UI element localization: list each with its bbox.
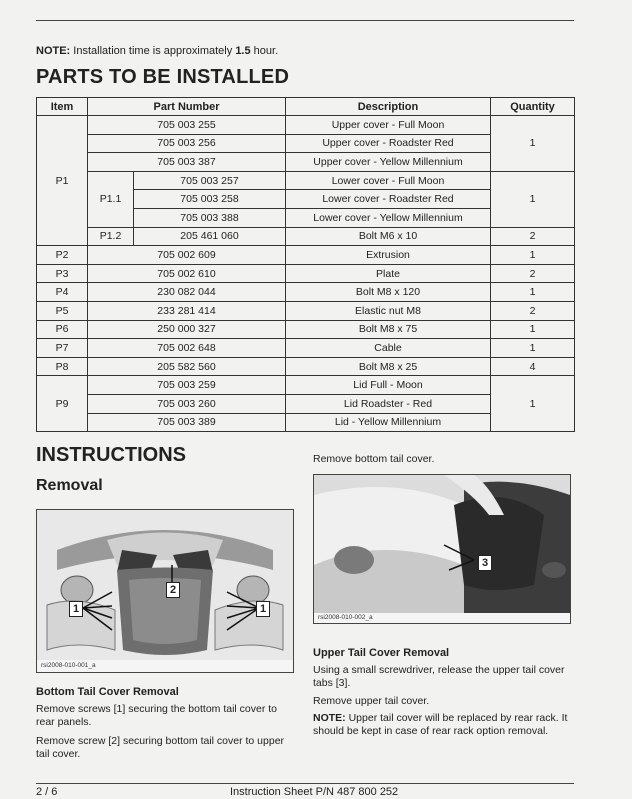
table-row (37, 171, 575, 190)
item-cell: P3 (37, 264, 88, 283)
instructions-heading: INSTRUCTIONS (36, 444, 186, 466)
desc-cell: Cable (286, 339, 491, 358)
qty-cell: 1 (491, 339, 575, 358)
upper-cover-photo (313, 474, 571, 624)
desc-cell: Lower cover - Yellow Millennium (286, 208, 491, 227)
rear-tail-illustration (37, 510, 293, 672)
qty-cell: 4 (491, 357, 575, 376)
table-row (37, 357, 575, 376)
part-cell: 705 002 609 (88, 246, 286, 265)
item-cell: P7 (37, 339, 88, 358)
qty-cell: 2 (491, 301, 575, 320)
desc-cell: Bolt M8 x 120 (286, 283, 491, 302)
upper-note-text: Upper tail cover will be replaced by rear rack. It should be kept in case of rear rack option removal. (313, 712, 568, 737)
qty-cell: 2 (491, 264, 575, 283)
upper-note-label: NOTE: (313, 712, 346, 724)
parts-table (36, 97, 575, 432)
qty-cell: 1 (491, 171, 575, 227)
desc-cell: Bolt M8 x 75 (286, 320, 491, 339)
upper-cover-illustration (314, 475, 570, 623)
table-row (37, 283, 575, 302)
header-item: Item (37, 98, 88, 116)
part-cell: 705 002 648 (88, 339, 286, 358)
item-cell: P1 (37, 116, 88, 246)
top-rule (36, 20, 574, 21)
table-row (37, 376, 575, 395)
table-header-row (37, 98, 575, 116)
desc-cell: Lid Full - Moon (286, 376, 491, 395)
desc-cell: Upper cover - Yellow Millennium (286, 153, 491, 172)
callout-1-right: 1 (256, 601, 270, 617)
part-cell: 705 003 389 (88, 413, 286, 432)
note-suffix: hour. (250, 45, 279, 57)
qty-cell: 1 (491, 320, 575, 339)
qty-cell: 2 (491, 227, 575, 246)
table-row (37, 320, 575, 339)
desc-cell: Bolt M8 x 25 (286, 357, 491, 376)
part-cell: 705 002 610 (88, 264, 286, 283)
header-quantity: Quantity (491, 98, 575, 116)
header-part-number: Part Number (88, 98, 286, 116)
bottom-cover-step-1: Remove screws [1] securing the bottom tail cover to rear panels. (36, 703, 278, 728)
rear-tail-photo (36, 509, 294, 673)
part-cell: 705 003 259 (88, 376, 286, 395)
table-row (37, 116, 575, 135)
desc-cell: Upper cover - Full Moon (286, 116, 491, 135)
desc-cell: Bolt M6 x 10 (286, 227, 491, 246)
upper-cover-note (313, 712, 575, 738)
table-row (37, 246, 575, 265)
item-cell: P2 (37, 246, 88, 265)
callout-3: 3 (478, 555, 492, 571)
installation-note (36, 45, 278, 57)
upper-cover-title: Upper Tail Cover Removal (313, 647, 450, 659)
footer-title: Instruction Sheet P/N 487 800 252 (230, 786, 399, 798)
upper-cover-step-2: Remove upper tail cover. (313, 695, 430, 707)
part-cell: 705 003 255 (88, 116, 286, 135)
remove-bottom-instruction: Remove bottom tail cover. (313, 453, 435, 465)
upper-cover-step-1: Using a small screwdriver, release the upper tail cover tabs [3]. (313, 664, 565, 689)
subitem-cell: P1.2 (88, 227, 134, 246)
part-cell: 205 582 560 (88, 357, 286, 376)
part-cell: 705 003 256 (88, 134, 286, 153)
part-cell: 705 003 258 (134, 190, 286, 209)
desc-cell: Lid Roadster - Red (286, 394, 491, 413)
table-row (37, 227, 575, 246)
subitem-cell: P1.1 (88, 171, 134, 227)
qty-cell: 1 (491, 283, 575, 302)
item-cell: P6 (37, 320, 88, 339)
table-row (37, 339, 575, 358)
part-cell: 705 003 388 (134, 208, 286, 227)
part-cell: 705 003 260 (88, 394, 286, 413)
desc-cell: Elastic nut M8 (286, 301, 491, 320)
part-cell: 205 461 060 (134, 227, 286, 246)
bottom-cover-title: Bottom Tail Cover Removal (36, 686, 179, 698)
note-label: NOTE: (36, 45, 71, 57)
callout-2: 2 (166, 582, 180, 598)
removal-heading: Removal (36, 477, 103, 494)
desc-cell: Lid - Yellow Millennium (286, 413, 491, 432)
parts-heading: PARTS TO BE INSTALLED (36, 66, 290, 88)
note-text: Installation time is approximately (70, 45, 236, 57)
part-cell: 705 003 257 (134, 171, 286, 190)
desc-cell: Plate (286, 264, 491, 283)
qty-cell: 1 (491, 246, 575, 265)
desc-cell: Lower cover - Full Moon (286, 171, 491, 190)
part-cell: 705 003 387 (88, 153, 286, 172)
desc-cell: Extrusion (286, 246, 491, 265)
desc-cell: Lower cover - Roadster Red (286, 190, 491, 209)
photo2-caption: rsi2008-010-002_a (318, 614, 373, 621)
item-cell: P8 (37, 357, 88, 376)
part-cell: 233 281 414 (88, 301, 286, 320)
item-cell: P9 (37, 376, 88, 432)
note-value: 1.5 (235, 45, 251, 57)
bottom-cover-step-2: Remove screw [2] securing bottom tail cover to upper tail cover. (36, 735, 285, 760)
page-number: 2 / 6 (36, 786, 58, 798)
part-cell: 230 082 044 (88, 283, 286, 302)
part-cell: 250 000 327 (88, 320, 286, 339)
item-cell: P5 (37, 301, 88, 320)
item-cell: P4 (37, 283, 88, 302)
bottom-rule (36, 783, 574, 784)
photo1-caption: rsi2008-010-001_a (41, 662, 96, 669)
header-description: Description (286, 98, 491, 116)
table-row (37, 264, 575, 283)
qty-cell: 1 (491, 376, 575, 432)
desc-cell: Upper cover - Roadster Red (286, 134, 491, 153)
callout-1-left: 1 (69, 601, 83, 617)
table-row (37, 301, 575, 320)
qty-cell: 1 (491, 116, 575, 172)
